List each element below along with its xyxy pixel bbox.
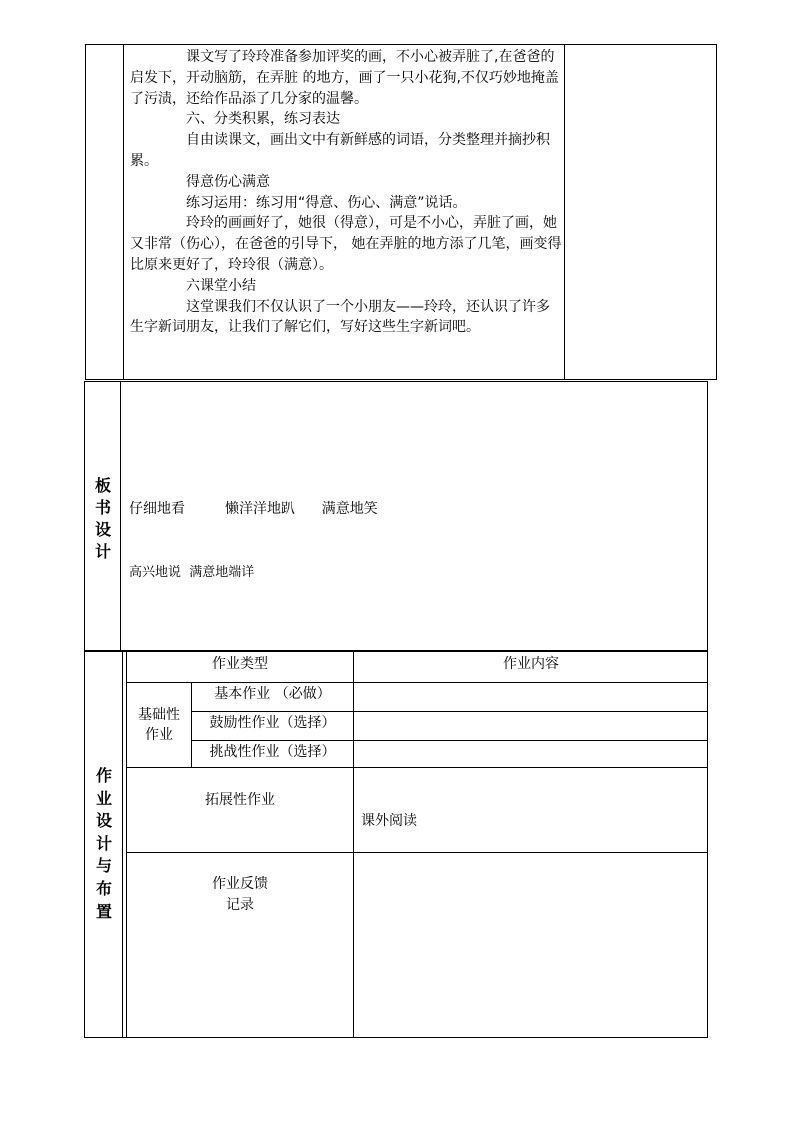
- extension-homework-content: 课外阅读: [361, 813, 417, 829]
- extension-homework-label: 拓展性作业: [205, 792, 275, 808]
- board-line-2: 高兴地说 满意地端详: [129, 565, 255, 580]
- row-divider: [127, 767, 708, 768]
- lesson-notes-cell: [564, 45, 716, 379]
- basic-item-challenge: 挑战性作业（选择）: [209, 744, 336, 760]
- lesson-paragraph: 玲玲的画画好了，她很（得意），可是不小心，弄脏了画，她又非常（伤心），在爸爸的引导下， 她在弄脏的地方添了几笔，画变得比原来更好了，玲玲很（满意）。: [130, 215, 562, 273]
- feedback-label-line: 作业反馈: [212, 876, 268, 892]
- homework-label-char: 置: [95, 901, 112, 921]
- row-divider: [191, 740, 708, 741]
- lesson-paragraph: 自由读课文，画出文中有新鲜感的词语，分类整理并摘抄积累。: [130, 132, 550, 169]
- header-homework-type: 作业类型: [212, 656, 268, 672]
- board-label-char: 板: [94, 476, 111, 495]
- basic-group-line: 作业: [145, 727, 173, 743]
- board-design-section: [84, 381, 708, 651]
- board-line-1: 仔细地看 懒洋洋地趴 满意地笑: [129, 501, 378, 517]
- homework-section: [84, 651, 708, 1038]
- lesson-table: [85, 44, 717, 380]
- board-label-char: 计: [94, 542, 111, 561]
- board-label-char: 书: [94, 498, 111, 517]
- homework-label-char: 与: [95, 856, 112, 876]
- lesson-paragraph: 六、分类积累，练习表达: [186, 111, 340, 128]
- homework-label: [85, 652, 123, 1037]
- feedback-record-label: [127, 874, 353, 916]
- homework-label-char: 业: [95, 788, 112, 808]
- row-divider: [191, 711, 708, 712]
- homework-label-char: 布: [95, 879, 112, 898]
- row-divider: [127, 852, 708, 853]
- lesson-paragraph: 得意伤心满意: [186, 173, 270, 190]
- board-label-char: 设: [94, 520, 111, 539]
- homework-label-char: 设: [95, 811, 112, 831]
- lesson-paragraph: 六课堂小结: [186, 277, 256, 294]
- basic-item-required: 基本作业 （必做）: [214, 686, 331, 702]
- header-homework-content: 作业内容: [503, 656, 559, 672]
- lesson-label-cell: [86, 45, 124, 379]
- lesson-text: [130, 47, 562, 338]
- board-content: [129, 454, 378, 626]
- row-divider: [127, 682, 708, 683]
- basic-item-encouraging: 鼓励性作业（选择）: [209, 715, 336, 731]
- lesson-paragraph: 这堂课我们不仅认识了一个小朋友——玲玲，还认识了许多生字新词朋友，让我们了解它们，写好这些生字新词吧。: [130, 298, 550, 336]
- lesson-paragraph: 课文写了玲玲准备参加评奖的画，不小心被弄脏了,在爸爸的启发下，开动脑筋，在弄脏 的地方，画了一只小花狗,不仅巧妙地掩盖了污渍，还给作品添了几分家的温馨。: [130, 49, 559, 107]
- feedback-label-line: 记录: [226, 897, 254, 913]
- column-divider: [353, 652, 354, 1037]
- basic-group-line: 基础性: [138, 707, 180, 723]
- basic-homework-group: [127, 705, 191, 745]
- lesson-paragraph: 练习运用：练习用“得意、伤心、满意”说话。: [186, 194, 467, 211]
- board-design-label: [85, 382, 121, 650]
- homework-label-char: 计: [95, 833, 112, 853]
- homework-label-char: 作: [95, 766, 112, 785]
